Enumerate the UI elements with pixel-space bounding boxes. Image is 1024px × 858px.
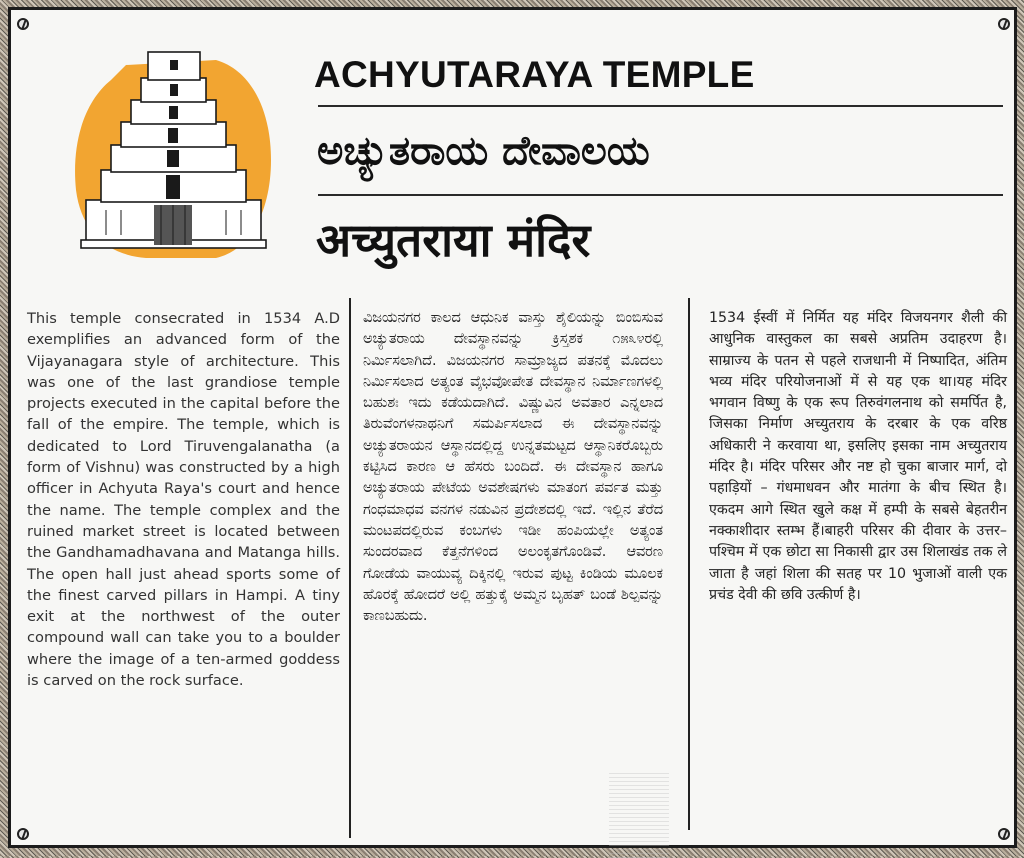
temple-gopuram-icon bbox=[66, 40, 276, 265]
title-kannada: ಅಚ್ಯುತರಾಯ ದೇವಾಲಯ bbox=[317, 128, 650, 174]
screw-icon bbox=[998, 18, 1010, 30]
screw-icon bbox=[17, 18, 29, 30]
screw-icon bbox=[998, 828, 1010, 840]
screw-icon bbox=[17, 828, 29, 840]
title-divider bbox=[318, 194, 1003, 196]
information-signboard bbox=[8, 7, 1017, 848]
column-divider bbox=[349, 298, 351, 838]
column-divider bbox=[688, 298, 690, 830]
description-hindi: 1534 ईस्वीं में निर्मित यह मंदिर विजयनगर शैली की आधुनिक वास्तुकल का सबसे अप्रतिम उदाहरण है। साम्राज्य के पतन से पहले राजधानी में निष्पादित, अंतिम भव्य मंदिर परियोजनाओं में से यह एक था।यह मंदिर भगवान विष्णु के एक रूप तिरुवंगलनाथ को समर्पित है, जिसका निर्माण अच्युतराय के दरबार के एक वरिष्ठ अधिकारी ने करवाया था, इसलिए इसका नाम अच्युतराय मंदिर है। मंदिर परिसर और नष्ट हो चुका बाजार मार्ग, दो पहाड़ियों – गंधमाधवन और मातंगा के बीच स्थित है। एकदम आगे स्थित खुले कक्ष में हम्पी के सबसे बेहतरीन नक्काशीदार स्तम्भ हैं।बाहरी परिसर की दीवार के उत्तर–पश्चिम में एक छोटा सा निकासी द्वार उस शिलाखंड तक ले जाता है जहां शिला की सतह पर 10 भुजाओं वाली एक प्रचंड देवी की छवि उत्कीर्ण है। bbox=[709, 310, 1007, 603]
title-hindi: अच्युतराया मंदिर bbox=[316, 213, 591, 267]
weathering-mark bbox=[609, 770, 669, 858]
description-english: This temple consecrated in 1534 A.D exemplifies an advanced form of the Vijayanagara style of architecture. This was one of the last grandiose temple projects executed in the capital before the fall of the empire. The temple, which is dedicated to Lord Tiruvengalanatha (a form of Vishnu) was constructed by a high officer in Achyuta Raya's court and hence the name. The temple complex and the ruined market street is located between the Gandhamadhavana and Matanga hills. The open hall just ahead sports some of the finest carved pillars in Hampi. A tiny exit at the northwest of the outer compound wall can take you to a boulder where the image of a ten-armed goddess is carved on the rock surface. bbox=[27, 310, 340, 690]
title-english: ACHYUTARAYA TEMPLE bbox=[314, 54, 755, 95]
description-kannada: ವಿಜಯನಗರ ಕಾಲದ ಆಧುನಿಕ ವಾಸ್ತು ಶೈಲಿಯನ್ನು ಬಿಂಬಿಸುವ ಅಚ್ಯುತರಾಯ ದೇವಸ್ಥಾನವನ್ನು ಕ್ರಿಸ್ತಶಕ ೧೫೩೪ರಲ್ಲಿ ನಿರ್ಮಿಸಲಾಗಿದೆ. ವಿಜಯನಗರ ಸಾಮ್ರಾಜ್ಯದ ಪತನಕ್ಕೆ ಮೊದಲು ನಿರ್ಮಿಸಲಾದ ಅತ್ಯಂತ ವೈಭವೋಪೇತ ದೇವಸ್ಥಾನ ನಿರ್ಮಾಣಗಳಲ್ಲಿ ಬಹುಶಃ ಇದು ಕಡೆಯದಾಗಿದೆ. ವಿಷ್ಣುವಿನ ಅವತಾರ ಎನ್ನಲಾದ ತಿರುವೆಂಗಳನಾಥನಿಗೆ ಸಮರ್ಪಿಸಲಾದ ಈ ದೇವಸ್ಥಾನವನ್ನು ಅಚ್ಯುತರಾಯನ ಆಸ್ಥಾನದಲ್ಲಿದ್ದ ಉನ್ನತಮಟ್ಟದ ಆಸ್ಥಾನಿಕರೊಬ್ಬರು ಕಟ್ಟಿಸಿದ ಕಾರಣ ಆ ಹೆಸರು ಬಂದಿದೆ. ಈ ದೇವಸ್ಥಾನ ಹಾಗೂ ಅಚ್ಯುತರಾಯ ಪೇಟೆಯ ಅವಶೇಷಗಳು ಮಾತಂಗ ಪರ್ವತ ಮತ್ತು ಗಂಧಮಾಧವ ವನಗಳ ನಡುವಿನ ಪ್ರದೇಶದಲ್ಲಿ ಇದೆ. ಇಲ್ಲಿನ ತೆರೆದ ಮಂಟಪದಲ್ಲಿರುವ ಕಂಬಗಳು ಇಡೀ ಹಂಪಿಯಲ್ಲೇ ಅತ್ಯಂತ ಸುಂದರವಾದ ಕೆತ್ತನೆಗಳಿಂದ ಅಲಂಕೃತಗೊಂಡಿವೆ. ಆವರಣ ಗೋಡೆಯ ವಾಯುವ್ಯ ದಿಕ್ಕಿನಲ್ಲಿ ಇರುವ ಪುಟ್ಟ ಕಿಂಡಿಯ ಮೂಲಕ ಹೊರಕ್ಕೆ ಹೋದರೆ ಅಲ್ಲಿ ಹತ್ತುಕೈ ಅಮ್ಮನ ಬೃಹತ್ ಬಂಡೆ ಶಿಲ್ಪವನ್ನು ಕಾಣಬಹುದು. bbox=[363, 310, 663, 625]
title-divider bbox=[318, 105, 1003, 107]
